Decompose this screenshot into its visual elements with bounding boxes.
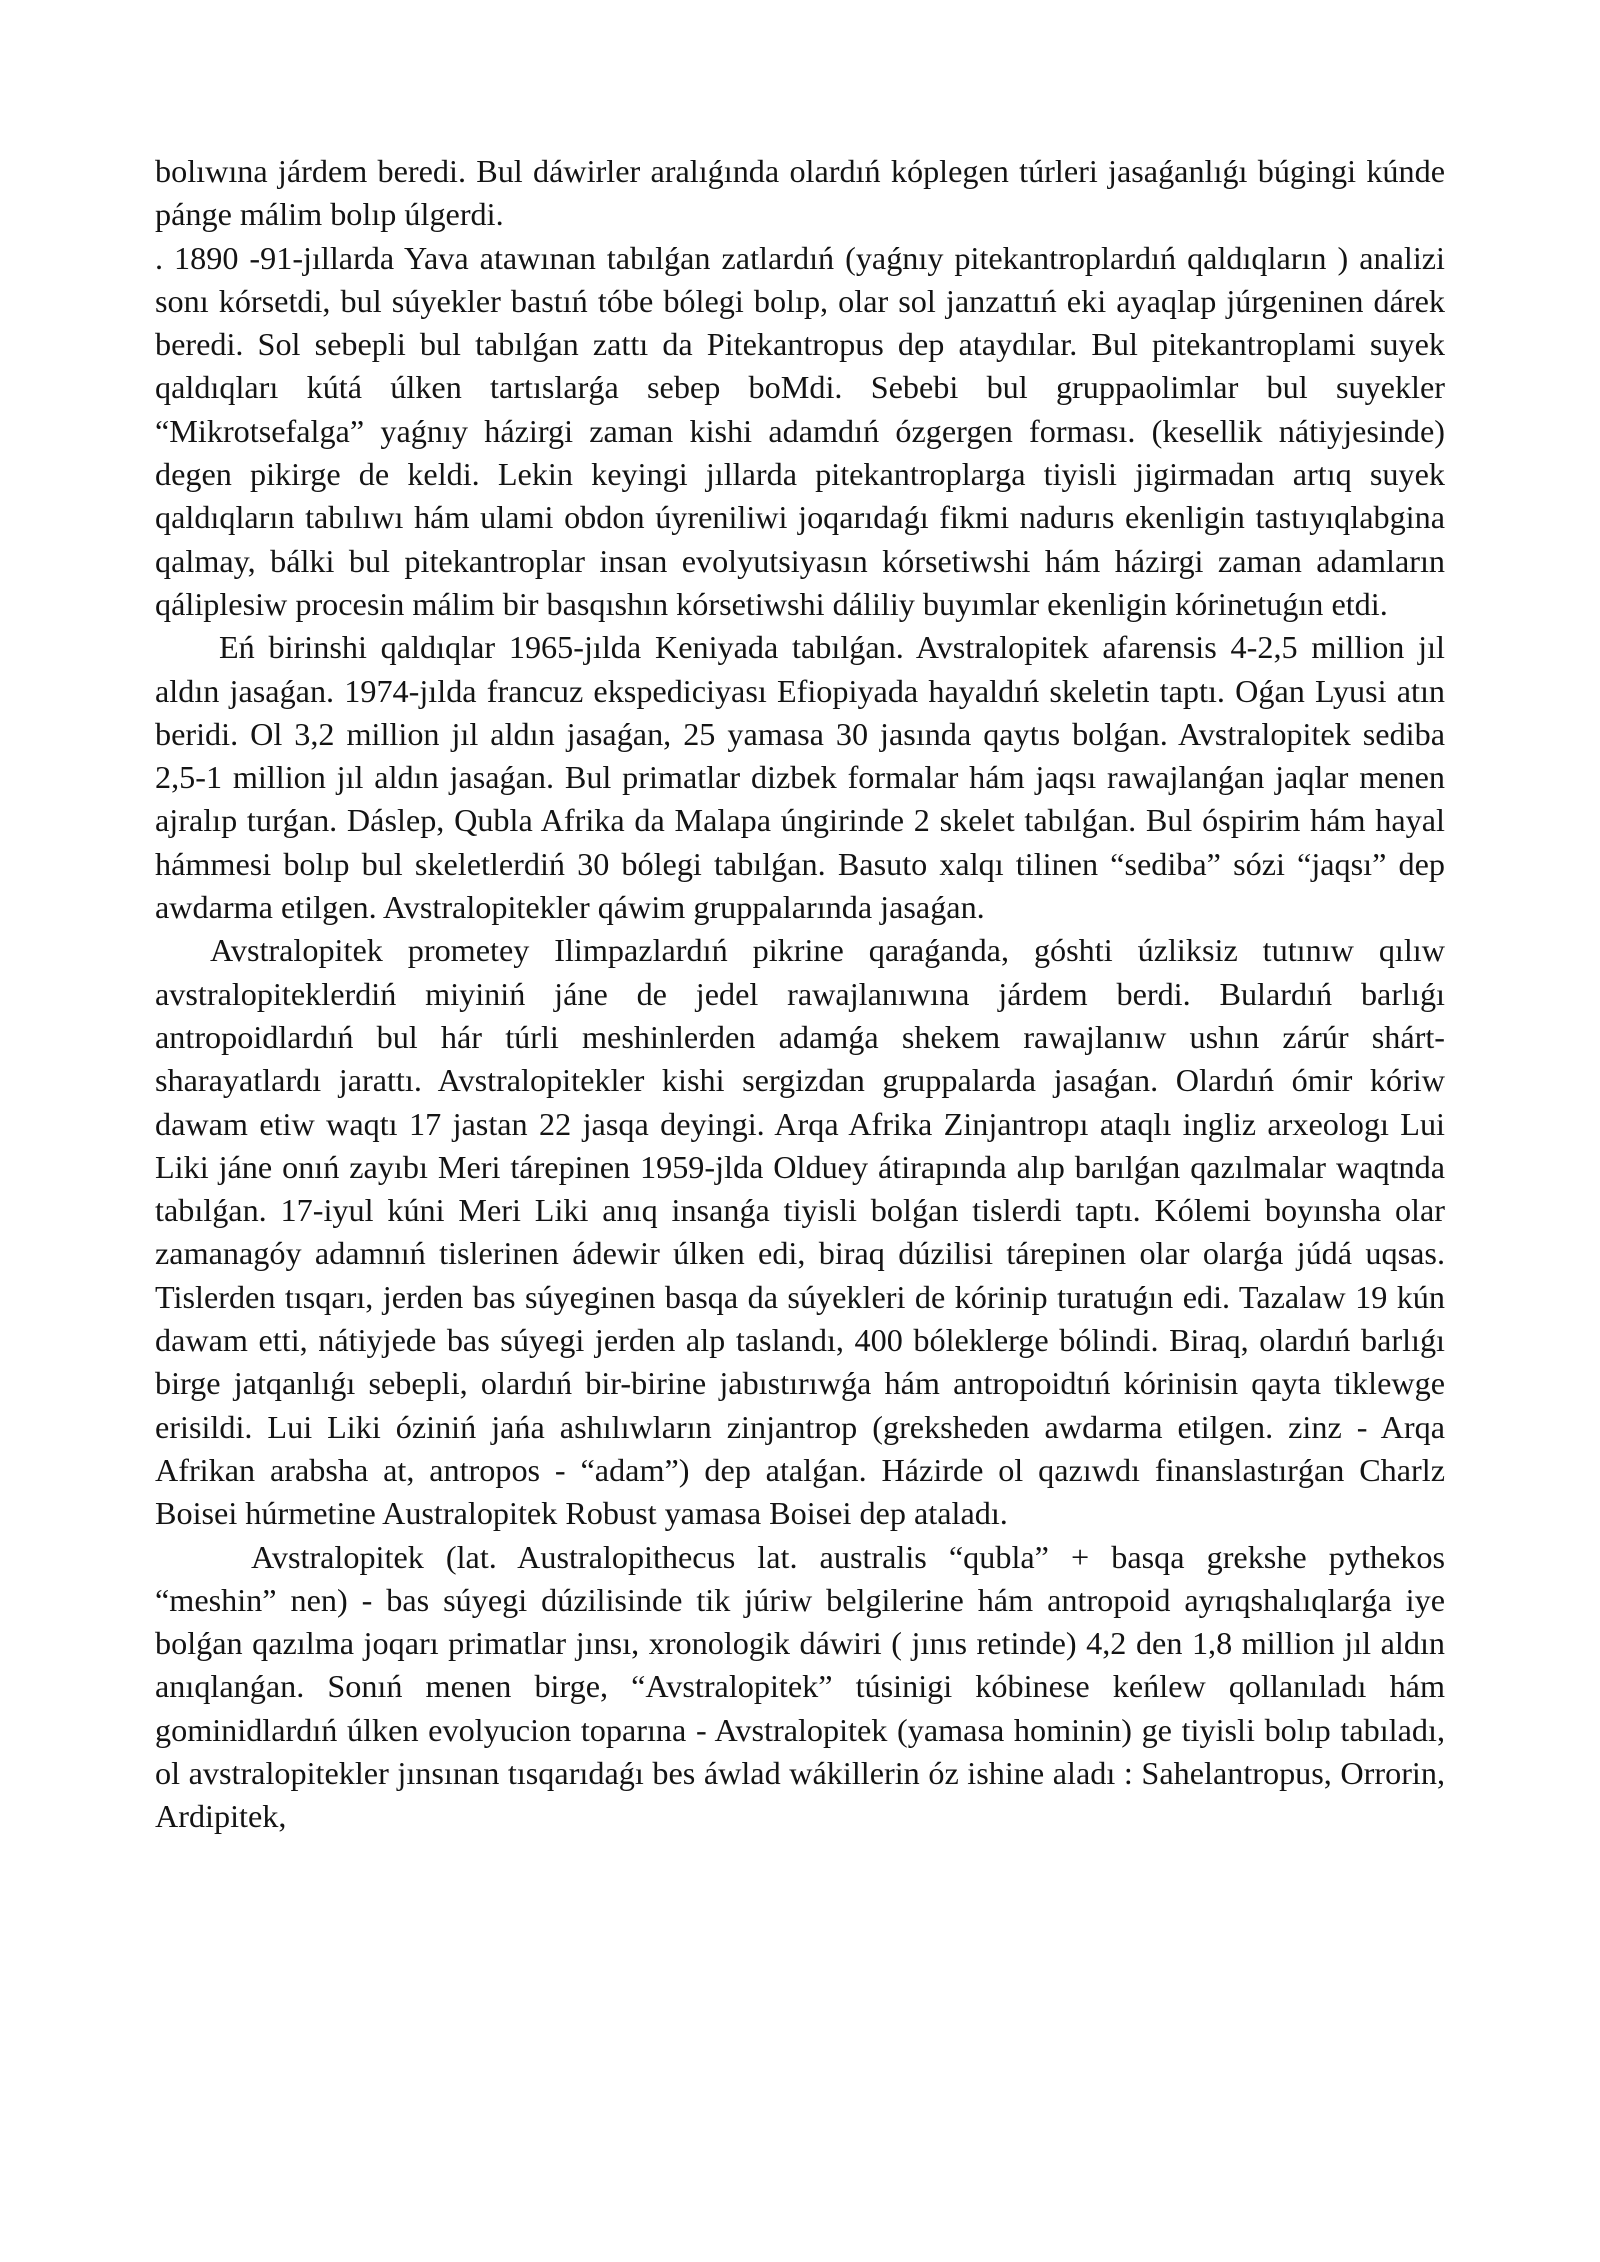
paragraph-pitekantropus: . 1890 -91-jıllarda Yava atawınan tabılǵan zatlardıń (yaǵnıy pitekantroplardıń qaldıqların ) analizi sonı kórsetdi, bul súyekler bastıń tóbe bólegi bolıp, olar sol janzattıń eki ayaqlap júrgeninen dárek beredi. Sol sebepli bul tabılǵan zattı da Pitekantropus dep ataydılar. Bul pitekantroplami suyek qaldıqları kútá úlken tartıslarǵa sebep boMdi. Sebebi bul gruppaolimlar bul suyekler “Mikrotsefalga” yaǵnıy házirgi zaman kishi adamdıń ózgergen forması. (kesellik nátiyjesinde) degen pikirge de keldi. Lekin keyingi jıllarda pitekantroplarga tiyisli jigirmadan artıq suyek qaldıqların tabılıwı hám ulami obdon úyreniliwi joqarıdaǵı fikmi nadurıs ekenligin tastıyıqlabgina qalmay, bálki bul pitekantroplar insan evolyutsiyasın kórsetiwshi hám házirgi zaman adamların qáliplesiw procesin málim bir basqıshın kórsetiwshi dáliliy buyımlar ekenligin kórinetuǵın etdi. xyxy=(155,239,1445,622)
paragraph-australopithecus-definition: Avstralopitek (lat. Australopithecus lat. australis “qubla” + basqa grekshe pythekos “meshin” nen) - bas súyegi dúzilisinde tik júriw belgilerine hám antropoid ayrıqshalıqlarǵa iye bolǵan qazılma joqarı primatlar jınsı, xronologik dáwiri ( jınıs retinde) 4,2 den 1,8 million jıl aldın anıqlanǵan. Sonıń menen birge, “Avstralopitek” túsinigi kóbinese keńlew qollanıladı hám gominidlardıń úlken evolyucion toparına - Avstralopitek (yamasa hominin) ge tiyisli bolıp tabıladı, ol avstralopitekler jınsınan tısqarıdaǵı bes áwlad wákillerin óz ishine aladı : Sahelantropus, Orrorin, Ardipitek, xyxy=(155,1538,1445,1835)
paragraph-continuation: bolıwına járdem beredi. Bul dáwirler aralıǵında olardıń kóplegen túrleri jasaǵanlıǵı búgingi kúnde pánge málim bolıp úlgerdi. xyxy=(155,153,1445,233)
paragraph-first-remains: Eń birinshi qaldıqlar 1965-jılda Keniyada tabılǵan. Avstralopitek afarensis 4-2,5 million jıl aldın jasaǵan. 1974-jılda francuz ekspediciyası Efiopiyada hayaldıń skeletin taptı. Oǵan Lyusi atın beridi. Ol 3,2 million jıl aldın jasaǵan, 25 yamasa 30 jasında qaytıs bolǵan. Avstralopitek sediba 2,5-1 million jıl aldın jasaǵan. Bul primatlar dizbek formalar hám jaqsı rawajlanǵan jaqlar menen ajralıp turǵan. Dáslep, Qubla Afrika da Malapa úngirinde 2 skelet tabılǵan. Bul óspirim hám hayal hámmesi bolıp bul skeletlerdiń 30 bólegi tabılǵan. Basuto xalqı tilinen “sediba” sózi “jaqsı” dep awdarma etilgen. Avstralopitekler qáwim gruppalarında jasaǵan. xyxy=(155,629,1445,926)
paragraph-prometey: Avstralopitek prometey Ilimpazlardıń pikrine qaraǵanda, góshti úzliksiz tutınıw qılıw avstralopiteklerdiń miyiniń jáne de jedel rawajlanıwına járdem berdi. Bulardıń barlıǵı antropoidlardıń bul hár túrli meshinlerden adamǵa shekem rawajlanıw ushın zárúr shárt-sharayatlardı jarattı. Avstralopitekler kishi sergizdan gruppalarda jasaǵan. Olardıń ómir kóriw dawam etiw waqtı 17 jastan 22 jasqa deyingi. Arqa Afrika Zinjantropı ataqlı ingliz arxeologı Lui Liki jáne onıń zayıbı Meri tárepinen 1959-jlda Olduey átirapında alıp barılǵan qazılmalar waqtnda tabılǵan. 17-iyul kúni Meri Liki anıq insanǵa tiyisli bolǵan tislerdi taptı. Kólemi boyınsha olar zamanagóy adamnıń tislerinen ádewir úlken edi, biraq dúzilisi tárepinen olar olarǵa júdá uqsas. Tislerden tısqarı, jerden bas súyeginen basqa da súyekleri de kórinip turatuǵın edi. Tazalaw 19 kún dawam etti, nátiyjede bas súyegi jerden alp taslandı, 400 bóleklerge bólindi. Biraq, olardıń barlıǵı birge jatqanlıǵı sebepli, olardıń bir-birine jabıstırıwǵa hám antropoidtıń kórinisin qayta tiklewge erisildi. Lui Liki óziniń jańa ashılıwların zinjantrop (greksheden awdarma etilgen. zinz - Arqa Afrikan arabsha at, antropos - “adam”) dep atalǵan. Házirde ol qazıwdı finanslastırǵan Charlz Boisei húrmetine Australopitek Robust yamasa Boisei dep ataladı. xyxy=(155,932,1445,1532)
document-page xyxy=(155,150,1445,1839)
